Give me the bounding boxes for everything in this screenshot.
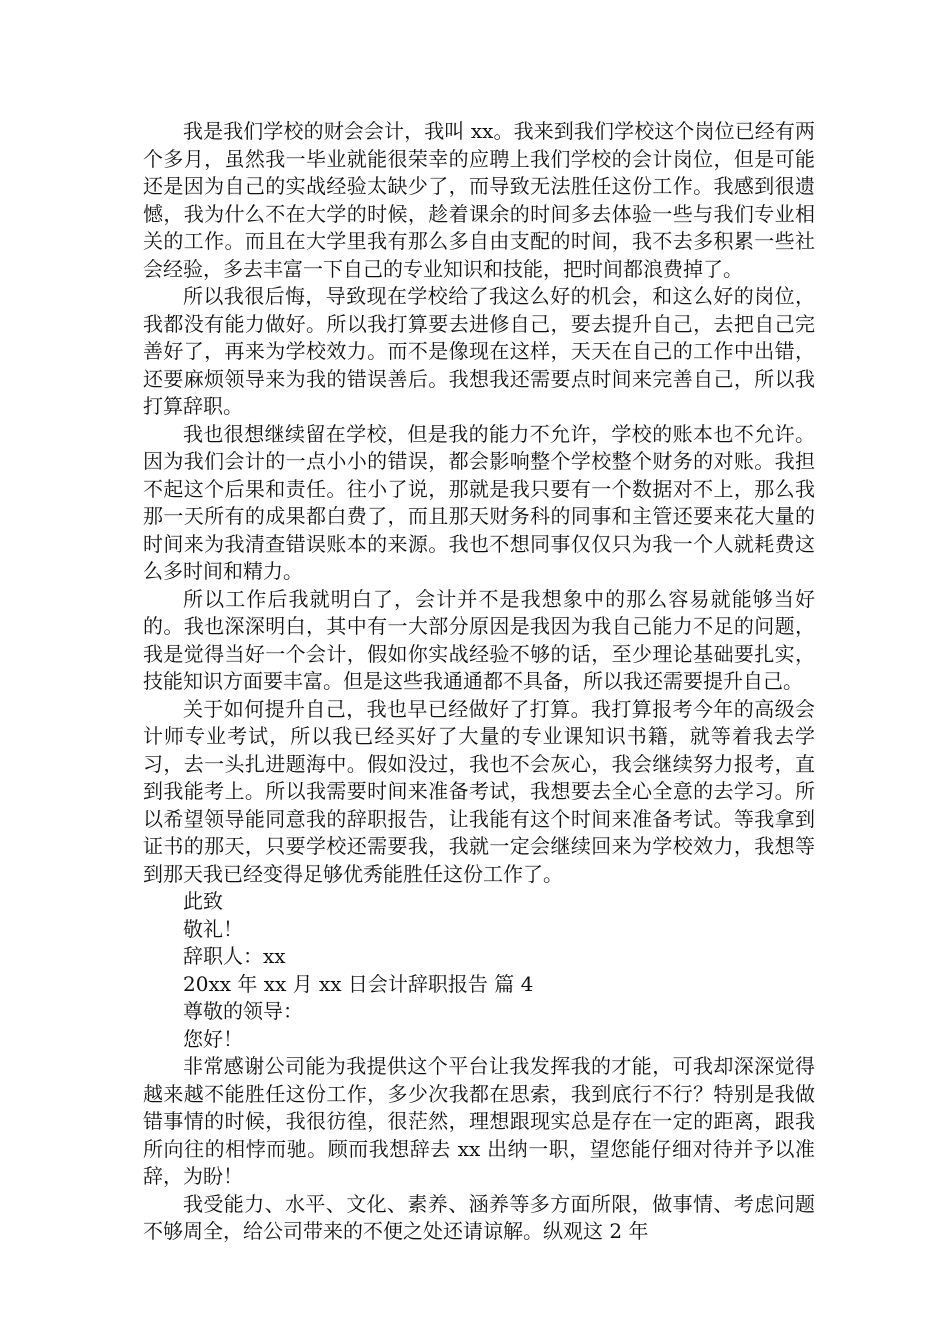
body-paragraph-5: 关于如何提升自己，我也早已经做好了打算。我打算报考今年的高级会计师专业考试，所以我已经买好了大量的专业课知识书籍，就等着我去学习，去一头扎进题海中。假如没过，我也不会灰心，我会继续努力报考，直到我能考上。所以我需要时间来准备考试，我想要去全心全意的去学习。所以希望领导能同意我的辞职报告，让我能有这个时间来准备考试。等我拿到证书的那天，只要学校还需要我，我就一定会继续回来为学校效力，我想等到那天我已经变得足够优秀能胜任这份工作了。 (143, 696, 815, 886)
closing-line: 此致 (183, 889, 223, 913)
salutation: 尊敬的领导： (183, 999, 303, 1023)
body-paragraph-7: 我受能力、水平、文化、素养、涵养等多方面所限，做事情、考虑问题不够周全，给公司带来的不便之处还请谅解。纵观这 2 年 (143, 1191, 815, 1243)
body-paragraph-6: 非常感谢公司能为我提供这个平台让我发挥我的才能，可我却深深觉得越来越不能胜任这份工作，多少次我都在思索，我到底行不行？特别是我做错事情的时候，我很彷徨，很茫然，理想跟现实总是存在一定的距离，跟我所向往的相悖而驰。顾而我想辞去 xx 出纳一职，望您能仔细对待并予以准辞，为盼！ (143, 1054, 815, 1188)
body-paragraph-2: 所以我很后悔，导致现在学校给了我这么好的机会，和这么好的岗位，我都没有能力做好。所以我打算要去进修自己，要去提升自己，去把自己完善好了，再来为学校效力。而不是像现在这样，天天在自己的工作中出错，还要麻烦领导来为我的错误善后。我想我还需要点时间来完善自己，所以我打算辞职。 (143, 284, 815, 418)
body-paragraph-4: 所以工作后我就明白了，会计并不是我想象中的那么容易就能够当好的。我也深深明白，其中有一大部分原因是我因为我自己能力不足的问题，我是觉得当好一个会计，假如你实战经验不够的话，至少理论基础要扎实，技能知识方面要丰富。但是这些我通通都不具备，所以我还需要提升自己。 (143, 586, 815, 693)
greeting: 您好！ (183, 1026, 243, 1051)
signature-line: 辞职人：xx (183, 944, 286, 968)
section-heading: 20xx 年 xx 月 xx 日会计辞职报告 篇 4 (183, 971, 534, 996)
body-paragraph-1: 我是我们学校的财会会计，我叫 xx。我来到我们学校这个岗位已经有两个多月，虽然我一毕业就能很荣幸的应聘上我们学校的会计岗位，但是可能还是因为自己的实战经验太缺少了，而导致无法胜任这份工作。我感到很遗憾，我为什么不在大学的时候，趁着课余的时间多去体验一些与我们专业相关的工作。而且在大学里我有那么多自由支配的时间，我不去多积累一些社会经验，多去丰富一下自己的专业知识和技能，把时间都浪费掉了。 (143, 119, 815, 281)
closing-salute: 敬礼！ (183, 916, 243, 941)
body-paragraph-3: 我也很想继续留在学校，但是我的能力不允许，学校的账本也不允许。因为我们会计的一点小小的错误，都会影响整个学校整个财务的对账。我担不起这个后果和责任。往小了说，那就是我只要有一个数据对不上，那么我那一天所有的成果都白费了，而且那天财务科的同事和主管还要来花大量的时间来为我清查错误账本的来源。我也不想同事仅仅只为我一个人就耗费这么多时间和精力。 (143, 421, 815, 583)
